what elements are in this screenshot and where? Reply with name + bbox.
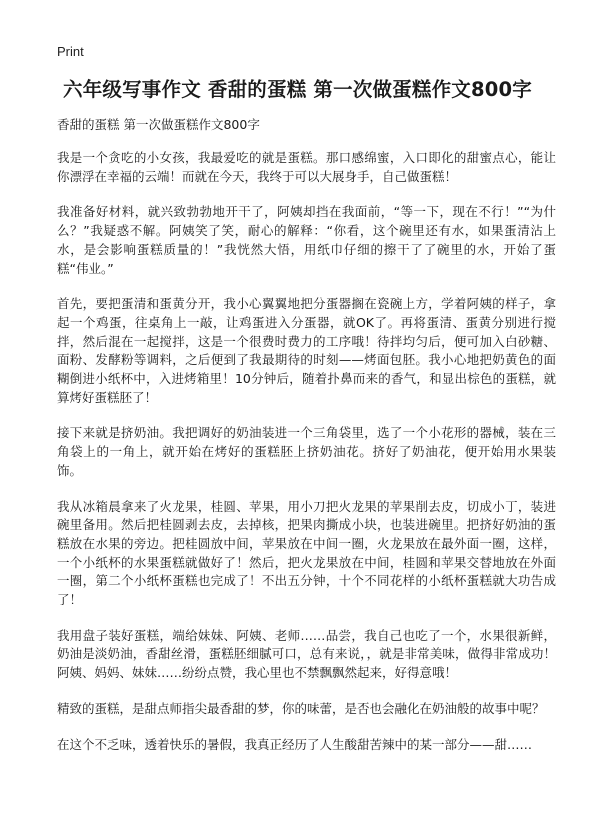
paragraph-4: 接下来就是挤奶油。我把调好的奶油装进一个三角袋里，选了一个小花形的器械，装在三角袋上的一角上，就开始在烤好的蛋糕胚上挤奶油花。挤好了奶油花，便开始用水果装饰。 — [57, 425, 556, 478]
paragraph-2: 我准备好材料，就兴致勃勃地开干了，阿姨却挡在我面前，“等一下，现在不行！”“为什么？”我疑惑不解。阿姨笑了笑，耐心的解释：“你看，这个碗里还有水，如果蛋清沾上水，是会影响蛋糕质量的！”我恍然大悟，用纸巾仔细的擦干了了碗里的水，开始了蛋糕“伟业。” — [57, 204, 556, 276]
article-subtitle: 香甜的蛋糕 第一次做蛋糕作文800字 — [57, 117, 260, 132]
paragraph-3: 首先，要把蛋清和蛋黄分开，我小心翼翼地把分蛋器搁在瓷碗上方，学着阿姨的样子，拿起一个鸡蛋，往桌角上一敲，让鸡蛋进入分蛋器，就OK了。再将蛋清、蛋黄分别进行搅拌，然后混在一起搅拌，这是一个很费时费力的工序哦！待拌均匀后，便可加入白砂糖、面粉、发酵粉等调料，之后便到了我最期待的时刻——烤面包胚。我小心地把奶黄色的面糊倒进小纸杯中，入进烤箱里！10分钟后，随着扑鼻而来的香气，和显出棕色的蛋糕，就算烤好蛋糕胚了！ — [57, 296, 556, 405]
paragraph-7: 精致的蛋糕，是甜点师指尖最香甜的梦，你的味蕾，是否也会融化在奶油般的故事中呢？ — [57, 700, 545, 716]
paragraph-1: 我是一个贪吃的小女孩，我最爱吃的就是蛋糕。那口感绵蜜，入口即化的甜蜜点心，能让你漂浮在幸福的云端！而就在今天，我终于可以大展身手，自己做蛋糕！ — [57, 150, 556, 184]
paragraph-8: 在这个不乏味，透着快乐的暑假，我真正经历了人生酸甜苦辣中的某一部分——甜…… — [57, 736, 533, 752]
paragraph-5: 我从冰箱晨拿来了火龙果，桂圆、苹果，用小刀把火龙果的苹果削去皮，切成小丁，装进碗里备用。然后把桂圆剥去皮，去掉核，把果肉撕成小块，也装进碗里。把挤好奶油的蛋糕放在水果的旁边。把桂圆放中间，苹果放在中间一圈，火龙果放在最外面一圈，这样，一个小纸杯的水果蛋糕就做好了！然后，把火龙果放在中间，桂圆和苹果交替地放在外面一圈，第二个小纸杯蛋糕也完成了！不出五分钟，十个不同花样的小纸杯蛋糕就大功告成了！ — [57, 498, 556, 608]
article-title: 六年级写事作文 香甜的蛋糕 第一次做蛋糕作文800字 — [63, 78, 532, 101]
paragraph-6: 我用盘子装好蛋糕，端给妹妹、阿姨、老师……品尝，我自己也吃了一个，水果很新鲜，奶油是淡奶油，香甜丝滑，蛋糕胚细腻可口，总有来说，，就是非常美味，做得非常成功！阿姨、妈妈、妹妹……纷纷点赞，我心里也不禁飘飘然起来，好得意哦！ — [57, 627, 556, 681]
print-link[interactable]: Print — [57, 44, 84, 59]
